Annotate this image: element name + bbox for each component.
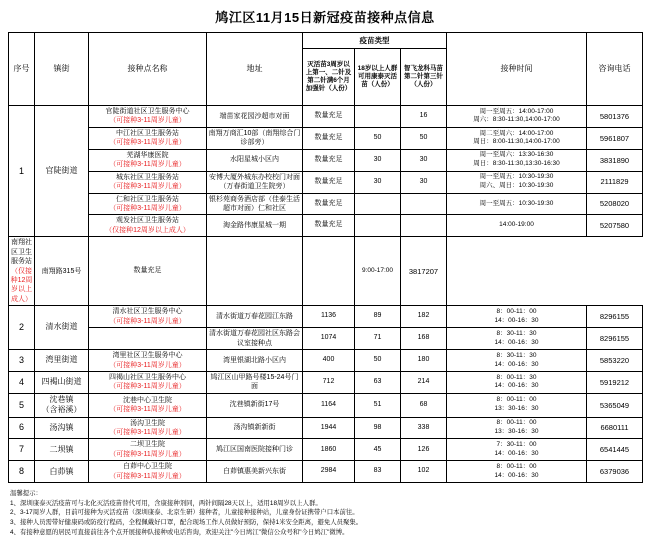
cell-vaccine-1-qty: 1136	[303, 306, 355, 328]
cell-vaccine-1-qty: 数量充足	[303, 171, 355, 193]
page-title: 鸠江区11月15日新冠疫苗接种点信息	[215, 10, 435, 25]
cell-vaccine-1-qty: 数量充足	[303, 193, 355, 215]
cell-phone: 2111829	[587, 171, 643, 193]
cell-vaccine-3-qty: 214	[401, 371, 447, 393]
cell-phone: 5919212	[587, 371, 643, 393]
time-line: 8：00-11：00	[496, 307, 537, 315]
cell-vaccine-1-qty: 1860	[303, 439, 355, 461]
table-row	[9, 193, 643, 215]
table-header	[9, 33, 643, 106]
cell-vaccine-3-qty: 68	[401, 393, 447, 417]
cell-time	[447, 127, 587, 149]
cell-town: 湾里街道	[35, 350, 89, 372]
time-line: 8：00-11：00	[496, 419, 537, 427]
time-line: 周六、周日：10:30-19:30	[479, 182, 554, 190]
cell-time	[447, 215, 587, 237]
cell-address: 鸠江区山甲路号楼15-24号门面	[207, 371, 303, 393]
site-name-main: 二坝卫生院	[130, 441, 165, 449]
cell-site-name	[89, 393, 207, 417]
cell-time	[447, 328, 587, 350]
cell-time	[447, 149, 587, 171]
table-row	[9, 306, 643, 328]
site-name-main: 官陡街道社区卫生服务中心	[105, 108, 190, 115]
cell-address: 沈巷镇新街17号	[207, 393, 303, 417]
time-line: 8：00-11：30	[496, 373, 537, 381]
time-line: 14：00-16：30	[494, 449, 539, 457]
site-name-main: 汤沟卫生院	[130, 419, 165, 427]
cell-phone: 6680111	[587, 417, 643, 439]
cell-vaccine-1-qty: 2984	[303, 461, 355, 483]
cell-vaccine-3-qty: 30	[401, 171, 447, 193]
cell-vaccine-2-qty: 45	[355, 439, 401, 461]
time-line: 14：00-16：30	[494, 471, 539, 479]
vaccination-sites-table	[8, 32, 643, 483]
site-name-note: （仅接种12周岁以上成人）	[105, 226, 190, 234]
site-name-note: （可接种3-11周岁儿童）	[109, 183, 186, 191]
cell-vaccine-3-qty: 180	[401, 350, 447, 372]
cell-vaccine-3-qty: 338	[401, 417, 447, 439]
cell-vaccine-3-qty: 102	[401, 461, 447, 483]
site-name-note: （可接种3-11周岁儿童）	[109, 472, 186, 480]
time-line: 14：00-16：30	[494, 338, 539, 346]
site-name-main: 湾里社区卫生服务中心	[112, 352, 183, 360]
cell-site-name	[89, 328, 207, 350]
cell-index: 4	[9, 371, 35, 393]
cell-index: 8	[9, 461, 35, 483]
note-line: 4、有接种意愿的居民可直接前往各个点开展接种队接种或电话咨询，欢迎关注"今日鸠江"微信公众号和"今日鸠江"微博。	[10, 528, 349, 536]
site-name-main: 白茆中心卫生院	[123, 463, 172, 471]
time-line: 14:00-19:00	[499, 221, 534, 229]
time-line: 8：30-11：30	[496, 329, 537, 337]
cell-address: 鸠江区国南医院接种门诊	[207, 439, 303, 461]
header-vaccine-group: 疫苗类型	[303, 33, 447, 49]
notes-heading: 温馨提示：	[10, 490, 42, 498]
cell-vaccine-1-qty: 1074	[303, 328, 355, 350]
cell-site-name	[89, 127, 207, 149]
cell-site-name	[89, 306, 207, 328]
cell-vaccine-2-qty: 30	[355, 149, 401, 171]
note-line: 3、接种人员需带好健康码或防疫行程码，全程佩戴好口罩，配合现场工作人员做好预防，保持1米安全距离，避免人员聚集。	[10, 519, 363, 527]
cell-vaccine-1-qty: 数量充足	[303, 215, 355, 237]
site-name-main: 南翔社区卫生服务站	[11, 239, 32, 266]
cell-vaccine-2-qty: 89	[355, 306, 401, 328]
table-row	[9, 371, 643, 393]
cell-vaccine-3-qty: 30	[401, 149, 447, 171]
cell-town: 四褐山街道	[35, 371, 89, 393]
cell-index: 1	[9, 106, 35, 237]
cell-address: 安博大厦外城东办校校门对面（万春街道卫生院旁）	[207, 171, 303, 193]
cell-vaccine-3-qty: 16	[401, 106, 447, 128]
cell-index: 5	[9, 393, 35, 417]
cell-vaccine-3-qty: 182	[401, 306, 447, 328]
site-name-main: 清水社区卫生服务中心	[112, 308, 183, 316]
notes-block	[8, 489, 642, 537]
cell-index: 2	[9, 306, 35, 350]
cell-site-name	[89, 149, 207, 171]
cell-vaccine-3-qty	[401, 215, 447, 237]
time-line: 周日：8:00-11:30,14:00-17:00	[473, 138, 560, 146]
cell-address: 水阳星城小区内	[207, 149, 303, 171]
cell-vaccine-2-qty: 98	[355, 417, 401, 439]
cell-phone: 8296155	[587, 306, 643, 328]
cell-vaccine-1-qty: 数量充足	[303, 106, 355, 128]
cell-address: 湾里银湖北路小区内	[207, 350, 303, 372]
table-row	[9, 171, 643, 193]
cell-index: 3	[9, 350, 35, 372]
cell-vaccine-3-qty	[303, 237, 355, 306]
site-name-note: （可接种3-11周岁儿童）	[109, 406, 186, 414]
time-line: 14：00-16：30	[494, 316, 539, 324]
site-name-main: 中江社区卫生服务站	[116, 129, 179, 137]
cell-vaccine-1-qty: 数量充足	[303, 149, 355, 171]
cell-time	[355, 237, 401, 306]
cell-vaccine-2-qty: 83	[355, 461, 401, 483]
cell-time	[447, 306, 587, 328]
time-line: 8：30-11：30	[496, 351, 537, 359]
site-name-note: （可接种3-11周岁儿童）	[109, 450, 186, 458]
note-line: 1、深圳康泰灭活疫苗可与北化灭活疫苗替代可用，含康接种剂同，两针间隔28天以上，适用18周岁以上人群。	[10, 499, 322, 507]
cell-vaccine-1-qty: 1164	[303, 393, 355, 417]
cell-vaccine-2-qty	[355, 193, 401, 215]
cell-time	[447, 461, 587, 483]
cell-town: 官陡街道	[35, 106, 89, 237]
time-line: 周一至周五：10:30-19:30	[479, 199, 554, 207]
cell-address: 南翔万商汇10部（南翔综合门诊部旁）	[207, 127, 303, 149]
cell-site-name	[89, 371, 207, 393]
cell-vaccine-3-qty: 168	[401, 328, 447, 350]
cell-vaccine-2-qty	[355, 106, 401, 128]
time-line: 14：00-16：30	[494, 382, 539, 390]
cell-vaccine-2-qty: 71	[355, 328, 401, 350]
cell-time	[447, 417, 587, 439]
header-town: 镇街	[35, 33, 89, 106]
cell-phone: 5801376	[587, 106, 643, 128]
cell-phone: 6541445	[587, 439, 643, 461]
cell-site-name	[9, 237, 35, 306]
cell-address: 端苗家花园沙超市对面	[207, 106, 303, 128]
cell-time	[447, 371, 587, 393]
cell-time	[447, 393, 587, 417]
cell-time	[447, 106, 587, 128]
table-row	[9, 328, 643, 350]
cell-index: 7	[9, 439, 35, 461]
time-line: 周一至周六：13:30-16:30	[479, 151, 554, 159]
cell-site-name	[89, 171, 207, 193]
cell-vaccine-2-qty	[207, 237, 303, 306]
cell-town: 二坝镇	[35, 439, 89, 461]
time-line: 周一至周五：14:00-17:00	[479, 107, 554, 115]
cell-time	[447, 350, 587, 372]
cell-site-name	[89, 350, 207, 372]
cell-town: 清水街道	[35, 306, 89, 350]
site-name-main: 城东社区卫生服务站	[116, 173, 179, 181]
cell-site-name	[89, 461, 207, 483]
cell-time	[447, 193, 587, 215]
cell-town: 沈巷镇 （含裕溪）	[35, 393, 89, 417]
time-line: 周日：8:30-11:30,13:30-16:30	[473, 160, 560, 168]
site-name-main: 仁和社区卫生服务站	[116, 195, 179, 203]
table-row	[9, 127, 643, 149]
table-row	[9, 439, 643, 461]
site-name-note: （可接种3-11周岁儿童）	[109, 161, 186, 169]
site-name-note: （可接种3-11周岁儿童）	[109, 383, 186, 391]
cell-vaccine-2-qty: 51	[355, 393, 401, 417]
table-body	[9, 106, 643, 483]
time-line: 8：00-11：00	[496, 463, 537, 471]
cell-time	[447, 171, 587, 193]
table-row	[9, 106, 643, 128]
header-vaccine-2: 18岁以上人群可用康泰灭活苗（人份）	[355, 49, 401, 106]
time-line: 周一至周五：10:30-19:30	[479, 173, 554, 181]
cell-vaccine-2-qty	[355, 215, 401, 237]
time-line: 14：00-16：30	[494, 360, 539, 368]
header-index: 序号	[9, 33, 35, 106]
cell-phone: 5207580	[587, 215, 643, 237]
cell-vaccine-3-qty: 126	[401, 439, 447, 461]
site-name-note: （可接种3-11周岁儿童）	[109, 117, 186, 125]
header-address: 地址	[207, 33, 303, 106]
time-line: 8：00-11：00	[496, 396, 537, 404]
time-line: 13：30-16：30	[494, 405, 539, 413]
site-name-note: （可接种3-11周岁儿童）	[109, 317, 186, 325]
cell-vaccine-1-qty: 数量充足	[89, 237, 207, 306]
cell-address: 银杉苑商务酒店部（佳泰生活超市对面）仁和社区	[207, 193, 303, 215]
cell-phone: 8296155	[587, 328, 643, 350]
cell-phone: 5208020	[587, 193, 643, 215]
header-time: 接种时间	[447, 33, 587, 106]
cell-phone: 5853220	[587, 350, 643, 372]
cell-vaccine-1-qty: 1944	[303, 417, 355, 439]
note-line: 2、3-17周岁人群，目前可接种为灭活疫苗（深圳康泰、北京生研）接种者，儿童接种接种站，儿童身份证携带户口本前往。	[10, 509, 359, 517]
cell-vaccine-1-qty: 400	[303, 350, 355, 372]
table-row	[9, 461, 643, 483]
cell-index: 6	[9, 417, 35, 439]
site-name-main: 芜湖华康医院	[126, 151, 169, 159]
cell-vaccine-2-qty: 63	[355, 371, 401, 393]
header-site: 接种点名称	[89, 33, 207, 106]
time-line: 9:00-17:00	[361, 266, 394, 274]
cell-site-name	[89, 106, 207, 128]
table-row	[9, 215, 643, 237]
cell-phone: 5961807	[587, 127, 643, 149]
site-name-note: （可接种3-11周岁儿童）	[109, 429, 186, 437]
site-name-main: 观发社区卫生服务站	[116, 217, 179, 225]
cell-address: 清水街道万春花园社区东路会议室接种点	[207, 328, 303, 350]
cell-town: 汤沟镇	[35, 417, 89, 439]
cell-site-name	[89, 215, 207, 237]
cell-vaccine-2-qty: 50	[355, 350, 401, 372]
site-name-main: 四褐山社区卫生服务中心	[109, 373, 186, 381]
header-vaccine-1: 灭活苗3周岁以上第一、二针及第二针满6个月加强针（人份）	[303, 49, 355, 106]
cell-vaccine-2-qty: 30	[355, 171, 401, 193]
site-name-note: （仅接种12周岁以上成人）	[10, 267, 33, 303]
cell-site-name	[89, 193, 207, 215]
cell-site-name	[89, 417, 207, 439]
cell-address: 白茆镇惠美新兴东街	[207, 461, 303, 483]
table-row	[9, 350, 643, 372]
time-line: 7：30-11：00	[496, 441, 537, 449]
cell-time	[447, 439, 587, 461]
site-name-main: 沈巷中心卫生院	[123, 396, 172, 404]
time-line: 13：30-16：30	[494, 428, 539, 436]
header-vaccine-3: 智飞龙科马苗第二针第三针（人份）	[401, 49, 447, 106]
cell-address: 淘金路伟康星城一期	[207, 215, 303, 237]
cell-phone: 6379036	[587, 461, 643, 483]
cell-site-name	[89, 439, 207, 461]
header-tel: 咨询电话	[587, 33, 643, 106]
cell-phone: 3817207	[401, 237, 447, 306]
time-line: 周六：8:30-11:30,14:00-17:00	[473, 116, 560, 124]
cell-address: 南翔路315号	[35, 237, 89, 306]
cell-vaccine-1-qty: 712	[303, 371, 355, 393]
cell-vaccine-1-qty: 数量充足	[303, 127, 355, 149]
table-row	[9, 393, 643, 417]
site-name-note: （可接种3-11周岁儿童）	[109, 361, 186, 369]
time-line: 周二至周六：14:00-17:00	[479, 129, 554, 137]
site-name-note: （可接种3-11周岁儿童）	[109, 139, 186, 147]
cell-vaccine-3-qty: 50	[401, 127, 447, 149]
table-row	[9, 149, 643, 171]
cell-phone: 3831890	[587, 149, 643, 171]
cell-vaccine-3-qty	[401, 193, 447, 215]
site-name-note: （可接种3-11周岁儿童）	[109, 204, 186, 212]
table-row	[9, 417, 643, 439]
cell-vaccine-2-qty: 50	[355, 127, 401, 149]
cell-address: 清水街道万春花园江东路	[207, 306, 303, 328]
cell-phone: 5365049	[587, 393, 643, 417]
cell-address: 汤沟镇新新街	[207, 417, 303, 439]
table-row	[9, 237, 643, 306]
cell-town: 白茆镇	[35, 461, 89, 483]
